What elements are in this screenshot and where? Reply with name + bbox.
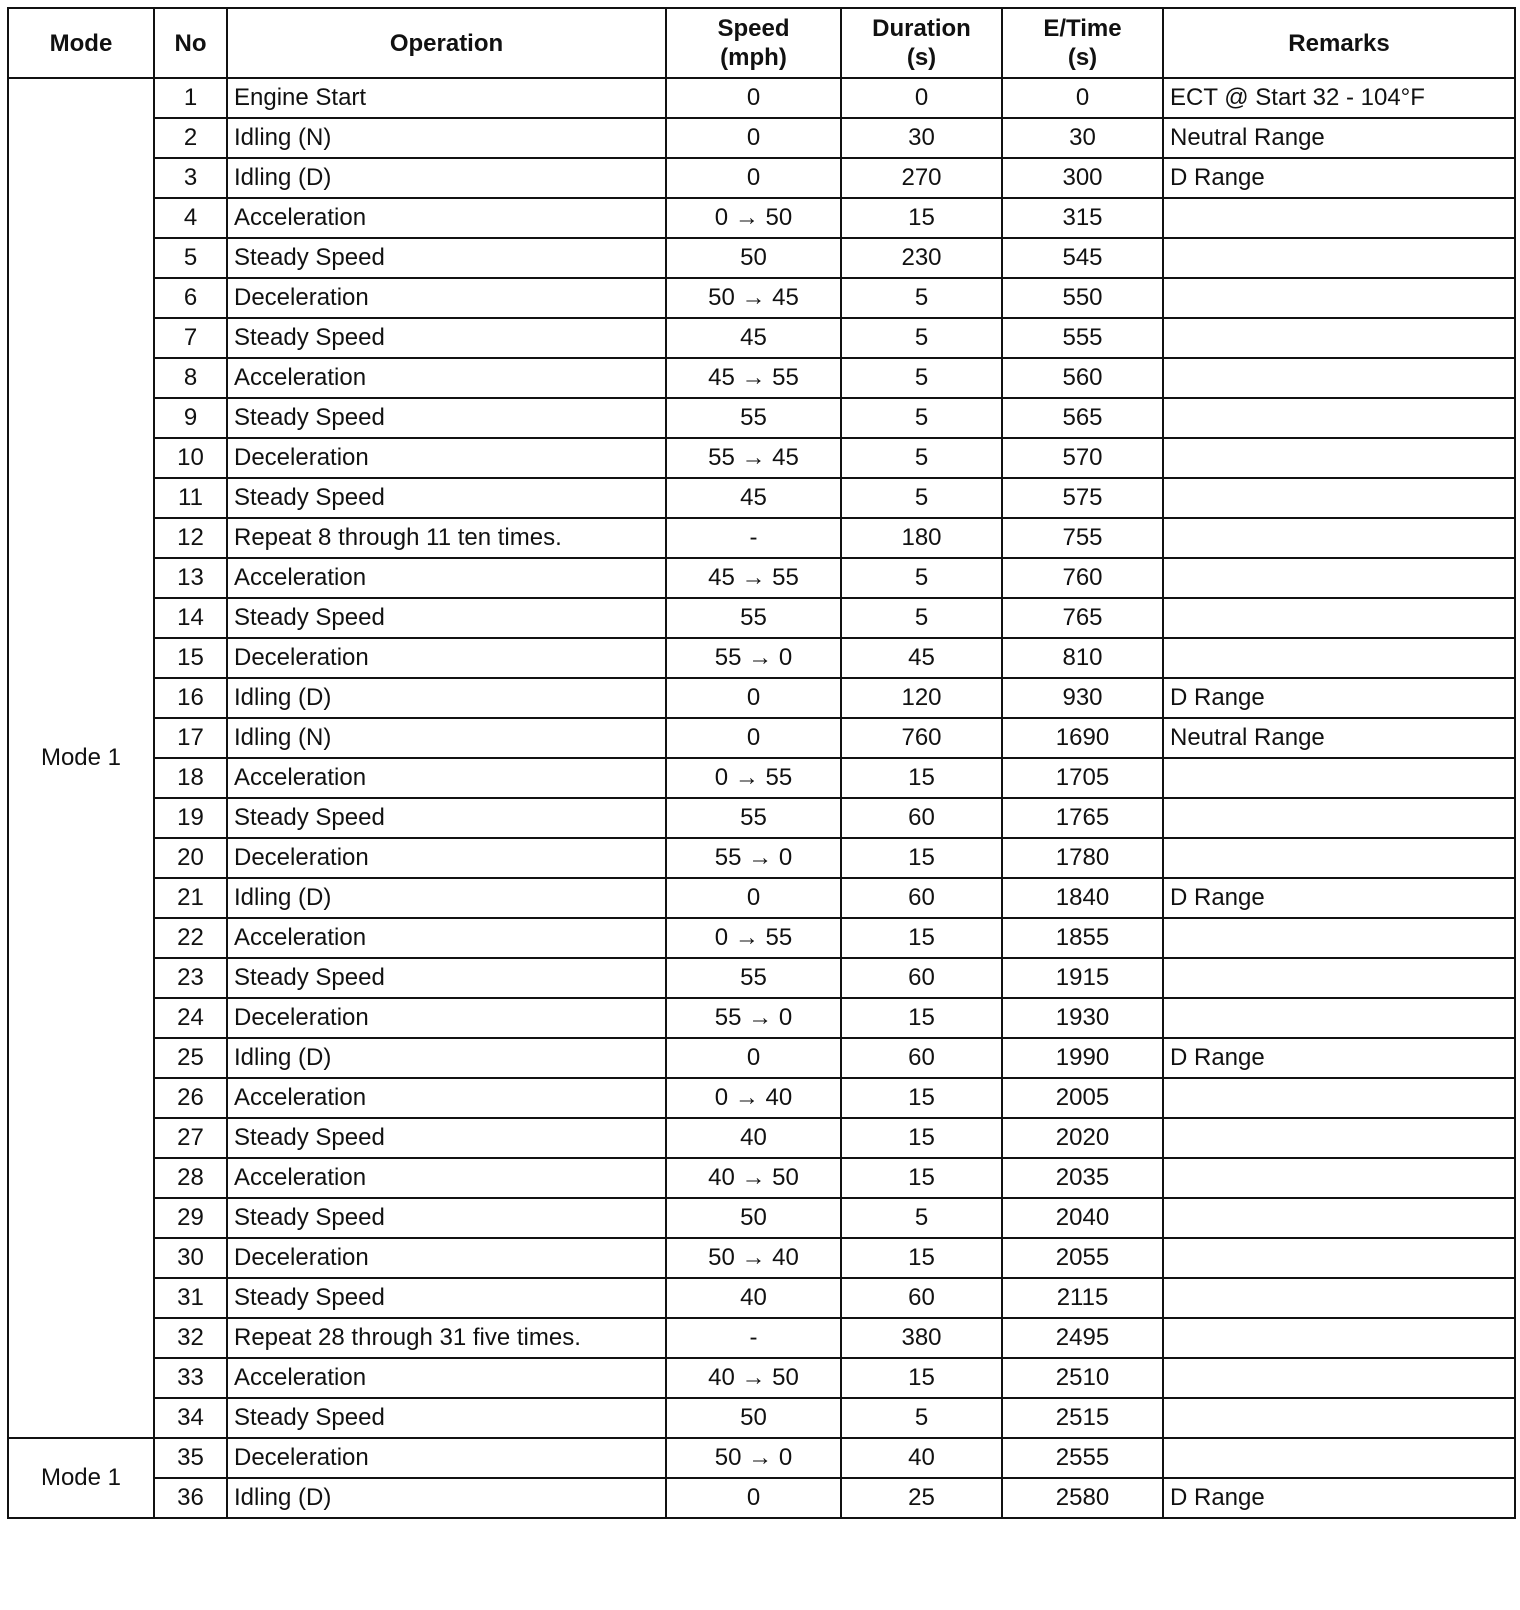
cell-duration: 15 <box>841 1238 1002 1278</box>
cell-remarks <box>1163 1238 1515 1278</box>
cell-duration: 5 <box>841 358 1002 398</box>
cell-no: 30 <box>154 1238 227 1278</box>
cell-speed: 0 → 55 <box>666 758 841 798</box>
cell-speed: 50 → 40 <box>666 1238 841 1278</box>
cell-operation: Idling (N) <box>227 118 666 158</box>
cell-remarks: D Range <box>1163 1038 1515 1078</box>
cell-duration: 30 <box>841 118 1002 158</box>
cell-remarks <box>1163 1398 1515 1438</box>
test-cycle-table <box>7 7 1516 1519</box>
cell-remarks <box>1163 958 1515 998</box>
cell-remarks <box>1163 518 1515 558</box>
cell-operation: Deceleration <box>227 1438 666 1478</box>
cell-remarks <box>1163 838 1515 878</box>
cell-speed: 0 → 50 <box>666 198 841 238</box>
table-row <box>8 518 1515 558</box>
cell-speed: 0 <box>666 718 841 758</box>
header-row <box>8 8 1515 78</box>
cell-no: 11 <box>154 478 227 518</box>
cell-no: 2 <box>154 118 227 158</box>
table-row <box>8 358 1515 398</box>
table-row <box>8 718 1515 758</box>
cell-remarks <box>1163 1118 1515 1158</box>
table-row <box>8 1478 1515 1518</box>
cell-no: 18 <box>154 758 227 798</box>
cell-duration: 25 <box>841 1478 1002 1518</box>
cell-etime: 555 <box>1002 318 1163 358</box>
cell-remarks <box>1163 278 1515 318</box>
cell-no: 24 <box>154 998 227 1038</box>
cell-no: 29 <box>154 1198 227 1238</box>
cell-speed: 50 <box>666 1398 841 1438</box>
cell-speed: - <box>666 518 841 558</box>
table-row <box>8 78 1515 118</box>
cell-etime: 2115 <box>1002 1278 1163 1318</box>
cell-duration: 15 <box>841 998 1002 1038</box>
cell-duration: 15 <box>841 1118 1002 1158</box>
cell-duration: 5 <box>841 398 1002 438</box>
cell-no: 8 <box>154 358 227 398</box>
cell-remarks: D Range <box>1163 678 1515 718</box>
table-row <box>8 278 1515 318</box>
cell-no: 35 <box>154 1438 227 1478</box>
cell-no: 23 <box>154 958 227 998</box>
table-row <box>8 318 1515 358</box>
cell-etime: 1690 <box>1002 718 1163 758</box>
cell-etime: 1780 <box>1002 838 1163 878</box>
cell-etime: 1855 <box>1002 918 1163 958</box>
table-row <box>8 1038 1515 1078</box>
cell-duration: 15 <box>841 1158 1002 1198</box>
cell-no: 13 <box>154 558 227 598</box>
cell-remarks <box>1163 438 1515 478</box>
cell-remarks <box>1163 798 1515 838</box>
cell-operation: Idling (N) <box>227 718 666 758</box>
table-row <box>8 1198 1515 1238</box>
cell-etime: 930 <box>1002 678 1163 718</box>
table-row <box>8 558 1515 598</box>
cell-remarks <box>1163 1318 1515 1358</box>
cell-operation: Steady Speed <box>227 238 666 278</box>
cell-remarks <box>1163 478 1515 518</box>
table-row <box>8 1358 1515 1398</box>
cell-no: 6 <box>154 278 227 318</box>
cell-duration: 15 <box>841 1358 1002 1398</box>
cell-etime: 1705 <box>1002 758 1163 798</box>
cell-no: 15 <box>154 638 227 678</box>
cell-no: 14 <box>154 598 227 638</box>
cell-no: 20 <box>154 838 227 878</box>
cell-duration: 5 <box>841 1398 1002 1438</box>
cell-no: 5 <box>154 238 227 278</box>
cell-remarks <box>1163 238 1515 278</box>
cell-etime: 2555 <box>1002 1438 1163 1478</box>
cell-operation: Acceleration <box>227 758 666 798</box>
table-row <box>8 198 1515 238</box>
cell-etime: 1930 <box>1002 998 1163 1038</box>
cell-etime: 565 <box>1002 398 1163 438</box>
cell-speed: 40 → 50 <box>666 1158 841 1198</box>
cell-remarks: D Range <box>1163 1478 1515 1518</box>
table-row <box>8 638 1515 678</box>
cell-no: 34 <box>154 1398 227 1438</box>
cell-etime: 1915 <box>1002 958 1163 998</box>
cell-speed: 0 → 40 <box>666 1078 841 1118</box>
cell-operation: Engine Start <box>227 78 666 118</box>
cell-operation: Deceleration <box>227 1238 666 1278</box>
cell-remarks <box>1163 398 1515 438</box>
cell-speed: 0 <box>666 78 841 118</box>
cell-no: 25 <box>154 1038 227 1078</box>
cell-speed: 0 <box>666 678 841 718</box>
cell-duration: 5 <box>841 1198 1002 1238</box>
cell-operation: Repeat 28 through 31 five times. <box>227 1318 666 1358</box>
cell-etime: 300 <box>1002 158 1163 198</box>
cell-etime: 2510 <box>1002 1358 1163 1398</box>
cell-operation: Repeat 8 through 11 ten times. <box>227 518 666 558</box>
table-row <box>8 798 1515 838</box>
cell-duration: 15 <box>841 838 1002 878</box>
cell-duration: 180 <box>841 518 1002 558</box>
cell-no: 27 <box>154 1118 227 1158</box>
cell-duration: 60 <box>841 798 1002 838</box>
cell-remarks <box>1163 758 1515 798</box>
cell-duration: 5 <box>841 558 1002 598</box>
cell-duration: 380 <box>841 1318 1002 1358</box>
cell-duration: 15 <box>841 198 1002 238</box>
cell-operation: Acceleration <box>227 558 666 598</box>
cell-no: 10 <box>154 438 227 478</box>
cell-no: 21 <box>154 878 227 918</box>
cell-speed: 45 → 55 <box>666 358 841 398</box>
cell-remarks <box>1163 1078 1515 1118</box>
cell-speed: 55 <box>666 398 841 438</box>
cell-etime: 1840 <box>1002 878 1163 918</box>
cell-duration: 5 <box>841 478 1002 518</box>
cell-speed: 55 <box>666 958 841 998</box>
cell-speed: 55 → 0 <box>666 998 841 1038</box>
cell-duration: 230 <box>841 238 1002 278</box>
cell-no: 26 <box>154 1078 227 1118</box>
cell-etime: 550 <box>1002 278 1163 318</box>
cell-operation: Idling (D) <box>227 878 666 918</box>
cell-speed: 45 → 55 <box>666 558 841 598</box>
table-row <box>8 958 1515 998</box>
cell-no: 32 <box>154 1318 227 1358</box>
cell-operation: Acceleration <box>227 1358 666 1398</box>
table-row <box>8 158 1515 198</box>
cell-duration: 5 <box>841 438 1002 478</box>
cell-etime: 30 <box>1002 118 1163 158</box>
cell-duration: 60 <box>841 1278 1002 1318</box>
cell-mode: Mode 1 <box>8 1438 154 1518</box>
cell-operation: Deceleration <box>227 438 666 478</box>
cell-speed: 0 <box>666 878 841 918</box>
header-operation: Operation <box>227 8 666 78</box>
cell-remarks <box>1163 998 1515 1038</box>
cell-no: 17 <box>154 718 227 758</box>
table-row <box>8 838 1515 878</box>
cell-duration: 270 <box>841 158 1002 198</box>
cell-etime: 2495 <box>1002 1318 1163 1358</box>
cell-speed: 40 <box>666 1118 841 1158</box>
cell-etime: 2040 <box>1002 1198 1163 1238</box>
cell-etime: 2005 <box>1002 1078 1163 1118</box>
cell-etime: 2580 <box>1002 1478 1163 1518</box>
cell-operation: Deceleration <box>227 278 666 318</box>
cell-operation: Acceleration <box>227 198 666 238</box>
cell-speed: 50 → 0 <box>666 1438 841 1478</box>
cell-operation: Idling (D) <box>227 158 666 198</box>
cell-speed: 0 <box>666 118 841 158</box>
cell-mode: Mode 1 <box>8 78 154 1438</box>
cell-operation: Deceleration <box>227 998 666 1038</box>
cell-no: 22 <box>154 918 227 958</box>
cell-etime: 1765 <box>1002 798 1163 838</box>
cell-duration: 60 <box>841 1038 1002 1078</box>
cell-no: 1 <box>154 78 227 118</box>
cell-remarks <box>1163 318 1515 358</box>
cell-speed: 45 <box>666 318 841 358</box>
cell-speed: 55 → 0 <box>666 638 841 678</box>
cell-remarks <box>1163 358 1515 398</box>
cell-operation: Idling (D) <box>227 1038 666 1078</box>
table-row <box>8 478 1515 518</box>
table-row <box>8 1278 1515 1318</box>
cell-etime: 545 <box>1002 238 1163 278</box>
cell-operation: Steady Speed <box>227 598 666 638</box>
cell-remarks: Neutral Range <box>1163 718 1515 758</box>
cell-no: 28 <box>154 1158 227 1198</box>
cell-no: 33 <box>154 1358 227 1398</box>
cell-remarks <box>1163 1158 1515 1198</box>
cell-remarks <box>1163 198 1515 238</box>
cell-remarks <box>1163 638 1515 678</box>
cell-no: 3 <box>154 158 227 198</box>
cell-remarks: ECT @ Start 32 - 104°F <box>1163 78 1515 118</box>
cell-operation: Deceleration <box>227 838 666 878</box>
cell-duration: 60 <box>841 878 1002 918</box>
cell-etime: 2035 <box>1002 1158 1163 1198</box>
cell-speed: 0 <box>666 1478 841 1518</box>
cell-speed: 0 → 55 <box>666 918 841 958</box>
cell-no: 7 <box>154 318 227 358</box>
cell-operation: Deceleration <box>227 638 666 678</box>
cell-speed: 50 <box>666 238 841 278</box>
cell-remarks <box>1163 1358 1515 1398</box>
cell-operation: Steady Speed <box>227 318 666 358</box>
cell-etime: 570 <box>1002 438 1163 478</box>
table-row <box>8 598 1515 638</box>
cell-etime: 2020 <box>1002 1118 1163 1158</box>
table-row <box>8 438 1515 478</box>
header-remarks: Remarks <box>1163 8 1515 78</box>
cell-operation: Steady Speed <box>227 1118 666 1158</box>
cell-etime: 810 <box>1002 638 1163 678</box>
cell-etime: 760 <box>1002 558 1163 598</box>
cell-etime: 2055 <box>1002 1238 1163 1278</box>
cell-etime: 755 <box>1002 518 1163 558</box>
table-row <box>8 1438 1515 1478</box>
cell-remarks: D Range <box>1163 158 1515 198</box>
header-no: No <box>154 8 227 78</box>
cell-no: 16 <box>154 678 227 718</box>
header-speed: Speed (mph) <box>666 8 841 78</box>
cell-no: 19 <box>154 798 227 838</box>
table-row <box>8 758 1515 798</box>
header-mode: Mode <box>8 8 154 78</box>
cell-etime: 765 <box>1002 598 1163 638</box>
table-row <box>8 918 1515 958</box>
cell-duration: 760 <box>841 718 1002 758</box>
cell-operation: Acceleration <box>227 918 666 958</box>
table-row <box>8 1078 1515 1118</box>
cell-no: 12 <box>154 518 227 558</box>
cell-etime: 560 <box>1002 358 1163 398</box>
cell-duration: 15 <box>841 758 1002 798</box>
cell-duration: 45 <box>841 638 1002 678</box>
cell-duration: 120 <box>841 678 1002 718</box>
cell-etime: 1990 <box>1002 1038 1163 1078</box>
cell-speed: 55 → 45 <box>666 438 841 478</box>
cell-etime: 2515 <box>1002 1398 1163 1438</box>
cell-remarks <box>1163 1278 1515 1318</box>
cell-speed: 40 → 50 <box>666 1358 841 1398</box>
cell-speed: 40 <box>666 1278 841 1318</box>
cell-etime: 315 <box>1002 198 1163 238</box>
cell-speed: 50 → 45 <box>666 278 841 318</box>
cell-speed: 55 → 0 <box>666 838 841 878</box>
cell-duration: 5 <box>841 278 1002 318</box>
cell-speed: 0 <box>666 158 841 198</box>
table-row <box>8 1158 1515 1198</box>
cell-operation: Steady Speed <box>227 1398 666 1438</box>
cell-operation: Idling (D) <box>227 1478 666 1518</box>
cell-duration: 60 <box>841 958 1002 998</box>
cell-duration: 0 <box>841 78 1002 118</box>
cell-no: 9 <box>154 398 227 438</box>
cell-operation: Steady Speed <box>227 398 666 438</box>
table-row <box>8 878 1515 918</box>
cell-speed: 0 <box>666 1038 841 1078</box>
cell-remarks <box>1163 1438 1515 1478</box>
table-row <box>8 1398 1515 1438</box>
cell-remarks: D Range <box>1163 878 1515 918</box>
cell-no: 36 <box>154 1478 227 1518</box>
cell-speed: 55 <box>666 598 841 638</box>
table-row <box>8 1118 1515 1158</box>
table-row <box>8 1238 1515 1278</box>
cell-duration: 40 <box>841 1438 1002 1478</box>
cell-remarks <box>1163 1198 1515 1238</box>
table-row <box>8 398 1515 438</box>
cell-operation: Steady Speed <box>227 958 666 998</box>
cell-duration: 5 <box>841 318 1002 358</box>
table-row <box>8 118 1515 158</box>
cell-etime: 0 <box>1002 78 1163 118</box>
cell-no: 31 <box>154 1278 227 1318</box>
table-row <box>8 1318 1515 1358</box>
cell-speed: 55 <box>666 798 841 838</box>
cell-remarks <box>1163 918 1515 958</box>
cell-duration: 15 <box>841 1078 1002 1118</box>
cell-operation: Steady Speed <box>227 478 666 518</box>
cell-operation: Idling (D) <box>227 678 666 718</box>
cell-remarks <box>1163 598 1515 638</box>
cell-operation: Steady Speed <box>227 1278 666 1318</box>
cell-operation: Acceleration <box>227 358 666 398</box>
cell-operation: Steady Speed <box>227 798 666 838</box>
cell-remarks <box>1163 558 1515 598</box>
table-row <box>8 998 1515 1038</box>
cell-operation: Acceleration <box>227 1158 666 1198</box>
cell-duration: 5 <box>841 598 1002 638</box>
cell-remarks: Neutral Range <box>1163 118 1515 158</box>
cell-speed: - <box>666 1318 841 1358</box>
header-etime: E/Time (s) <box>1002 8 1163 78</box>
cell-duration: 15 <box>841 918 1002 958</box>
table-row <box>8 238 1515 278</box>
cell-etime: 575 <box>1002 478 1163 518</box>
cell-speed: 50 <box>666 1198 841 1238</box>
cell-no: 4 <box>154 198 227 238</box>
header-duration: Duration (s) <box>841 8 1002 78</box>
cell-speed: 45 <box>666 478 841 518</box>
cell-operation: Steady Speed <box>227 1198 666 1238</box>
cell-operation: Acceleration <box>227 1078 666 1118</box>
table-row <box>8 678 1515 718</box>
